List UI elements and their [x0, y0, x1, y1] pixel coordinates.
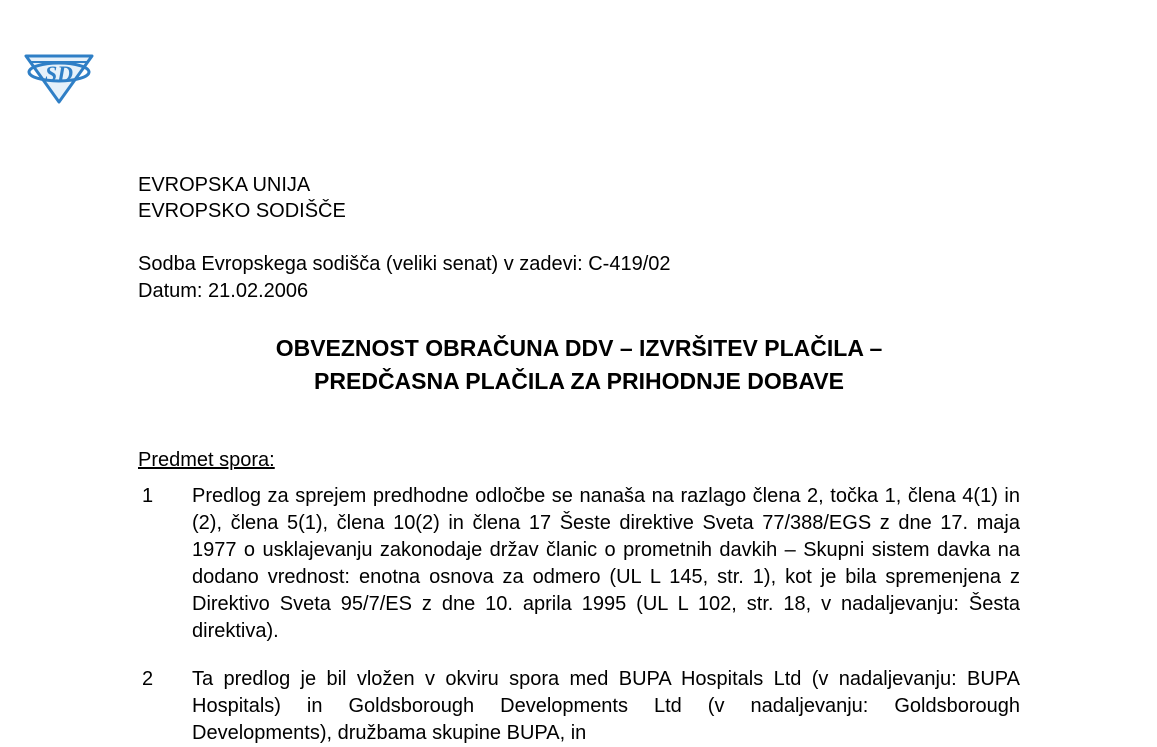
paragraph-text: Predlog za sprejem predhodne odločbe se nanaša na razlago člena 2, točka 1, člena 4(1) in (2), člena 5(1), člena 10(2) in člena 17 Šeste direktive Sveta 77/388/EGS z dne 17. maja 1977 o usklajevanju zakonodaje držav članic o prometnih davkih – Skupni sistem davka na dodano vrednost: enotna osnova za odmero (UL L 145, str. 1), kot je bila spremenjena z Direktivo Sveta 95/7/ES z dne 10. aprila 1995 (UL L 102, str. 18, v nadaljevanju: Šesta direktiva). [192, 485, 1020, 642]
header-line-court: EVROPSKO SODIŠČE [138, 200, 346, 222]
paragraph-number: 1 [142, 485, 154, 507]
case-reference [138, 251, 671, 305]
numbered-paragraph [138, 666, 1020, 747]
paragraph-text: Ta predlog je bil vložen v okviru spora med BUPA Hospitals Ltd (v nadaljevanju: BUPA Hospitals) in Goldsborough Developments Ltd (v nadaljevanju: Goldsborough Developments), družbama skupine BUPA, in [192, 668, 1020, 744]
case-date: Datum: 21.02.2006 [138, 280, 309, 302]
sd-logo [22, 48, 96, 104]
title-line-1: OBVEZNOST OBRAČUNA DDV – IZVRŠITEV PLAČILA – [275, 335, 883, 361]
document-header [138, 172, 346, 224]
title-line-2: PREDČASNA PLAČILA ZA PRIHODNJE DOBAVE [314, 368, 844, 394]
case-number: Sodba Evropskega sodišča (veliki senat) v zadevi: C-419/02 [138, 253, 671, 275]
sd-logo-icon [22, 48, 96, 104]
numbered-paragraph [138, 483, 1020, 645]
logo-letters: SD [44, 61, 74, 86]
paragraph-number: 2 [142, 668, 154, 690]
section-heading: Predmet spora: [138, 449, 275, 471]
header-line-eu: EVROPSKA UNIJA [138, 174, 311, 196]
page-title [138, 332, 1020, 398]
